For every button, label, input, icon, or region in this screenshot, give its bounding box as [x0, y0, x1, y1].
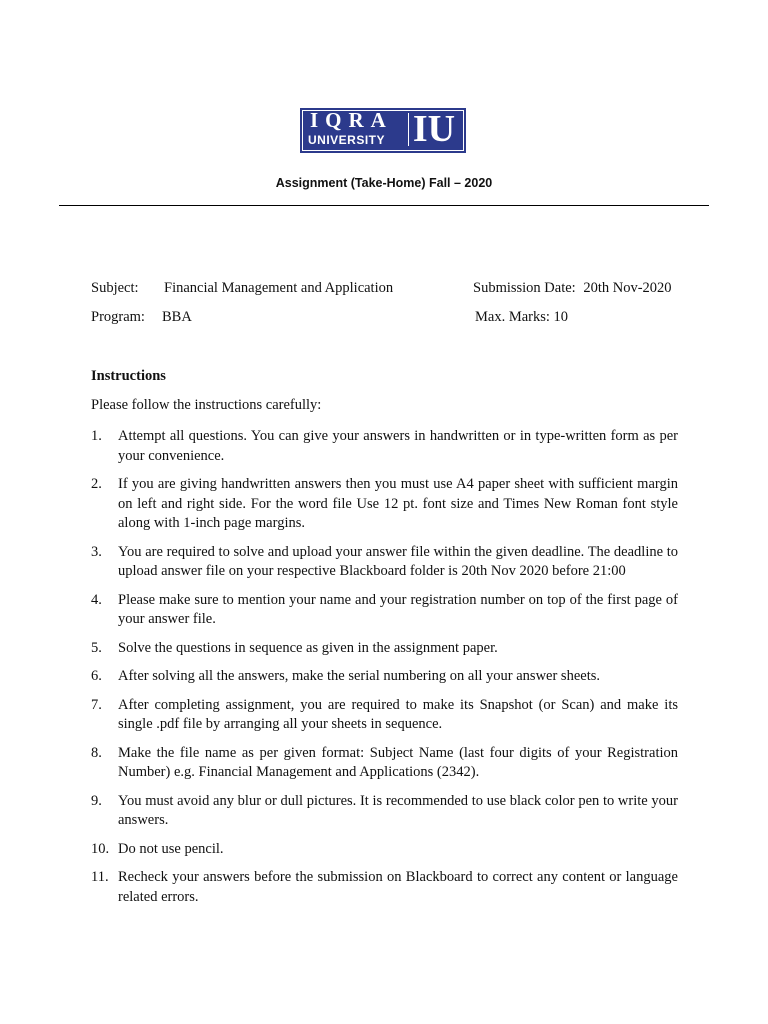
instruction-item — [91, 840, 678, 860]
subject-label: Subject: — [91, 280, 139, 296]
program-value-row — [162, 308, 192, 326]
marks-value: 10 — [553, 309, 569, 325]
instruction-number: 2. — [91, 476, 102, 492]
program-row — [91, 308, 145, 326]
instruction-item — [91, 591, 678, 630]
instruction-number: 4. — [91, 591, 102, 608]
instruction-item — [91, 475, 678, 534]
subject-value: Financial Management and Application — [164, 280, 394, 296]
instruction-text: You must avoid any blur or dull pictures. It is recommended to use black color pen to write your answers. — [118, 792, 678, 828]
instruction-number: 1. — [91, 428, 102, 444]
instructions-intro: Please follow the instructions carefully: — [91, 397, 322, 413]
instruction-text: After solving all the answers, make the serial numbering on all your answer sheets. — [118, 668, 600, 684]
submission-label: Submission Date: — [473, 280, 576, 296]
logo-word-iqra: IQRA — [310, 108, 393, 132]
logo-word-university: UNIVERSITY — [308, 133, 386, 147]
instruction-number: 11. — [91, 869, 109, 885]
marks-label: Max. Marks: — [475, 309, 550, 325]
marks-row — [475, 308, 568, 326]
instruction-number: 9. — [91, 792, 102, 809]
instruction-item — [91, 744, 678, 783]
instruction-text: Do not use pencil. — [118, 840, 224, 857]
university-logo — [300, 108, 466, 153]
document-title: Assignment (Take-Home) Fall – 2020 — [275, 176, 493, 190]
logo-mark-iu: IU — [412, 108, 456, 150]
instruction-item — [91, 639, 678, 659]
instruction-number: 10. — [91, 840, 110, 857]
instructions-list — [91, 427, 678, 907]
instruction-number: 6. — [91, 668, 102, 684]
program-label: Program: — [91, 309, 145, 325]
subject-row — [91, 279, 139, 297]
instruction-number: 5. — [91, 639, 102, 656]
instruction-text: Please make sure to mention your name and your registration number on top of the first page of your answer file. — [118, 591, 678, 627]
instruction-text: Attempt all questions. You can give your answers in handwritten or in type-written form as per your convenience. — [118, 428, 678, 464]
instruction-number: 7. — [91, 696, 102, 713]
program-value: BBA — [162, 309, 192, 325]
instruction-item — [91, 696, 678, 735]
instruction-item — [91, 792, 678, 831]
instruction-item — [91, 868, 678, 907]
instruction-text: You are required to solve and upload your answer file within the given deadline. The deadline to upload answer file on your respective Blackboard folder is 20th Nov 2020 before 21:00 — [118, 543, 678, 579]
instruction-item — [91, 667, 678, 687]
instruction-text: After completing assignment, you are required to make its Snapshot (or Scan) and make its single .pdf file by arranging all your sheets in sequence. — [118, 696, 678, 732]
instruction-text: Recheck your answers before the submission on Blackboard to correct any content or language related errors. — [118, 869, 678, 905]
instruction-text: Solve the questions in sequence as given in the assignment paper. — [118, 639, 498, 656]
instruction-text: If you are giving handwritten answers then you must use A4 paper sheet with sufficient margin on left and right side. For the word file Use 12 pt. font size and Times New Roman font style along with 1-inch page margins. — [118, 476, 678, 531]
subject-value-row — [164, 279, 393, 297]
instruction-number: 8. — [91, 744, 102, 761]
instruction-item — [91, 427, 678, 466]
instruction-item — [91, 543, 678, 582]
submission-value: 20th Nov-2020 — [583, 280, 672, 296]
instructions-heading: Instructions — [91, 368, 166, 384]
instruction-number: 3. — [91, 543, 102, 560]
instruction-text: Make the file name as per given format: Subject Name (last four digits of your Registration Number) e.g. Financial Management and Applications (2342). — [118, 744, 678, 780]
submission-row — [473, 279, 672, 297]
title-rule — [59, 205, 709, 206]
